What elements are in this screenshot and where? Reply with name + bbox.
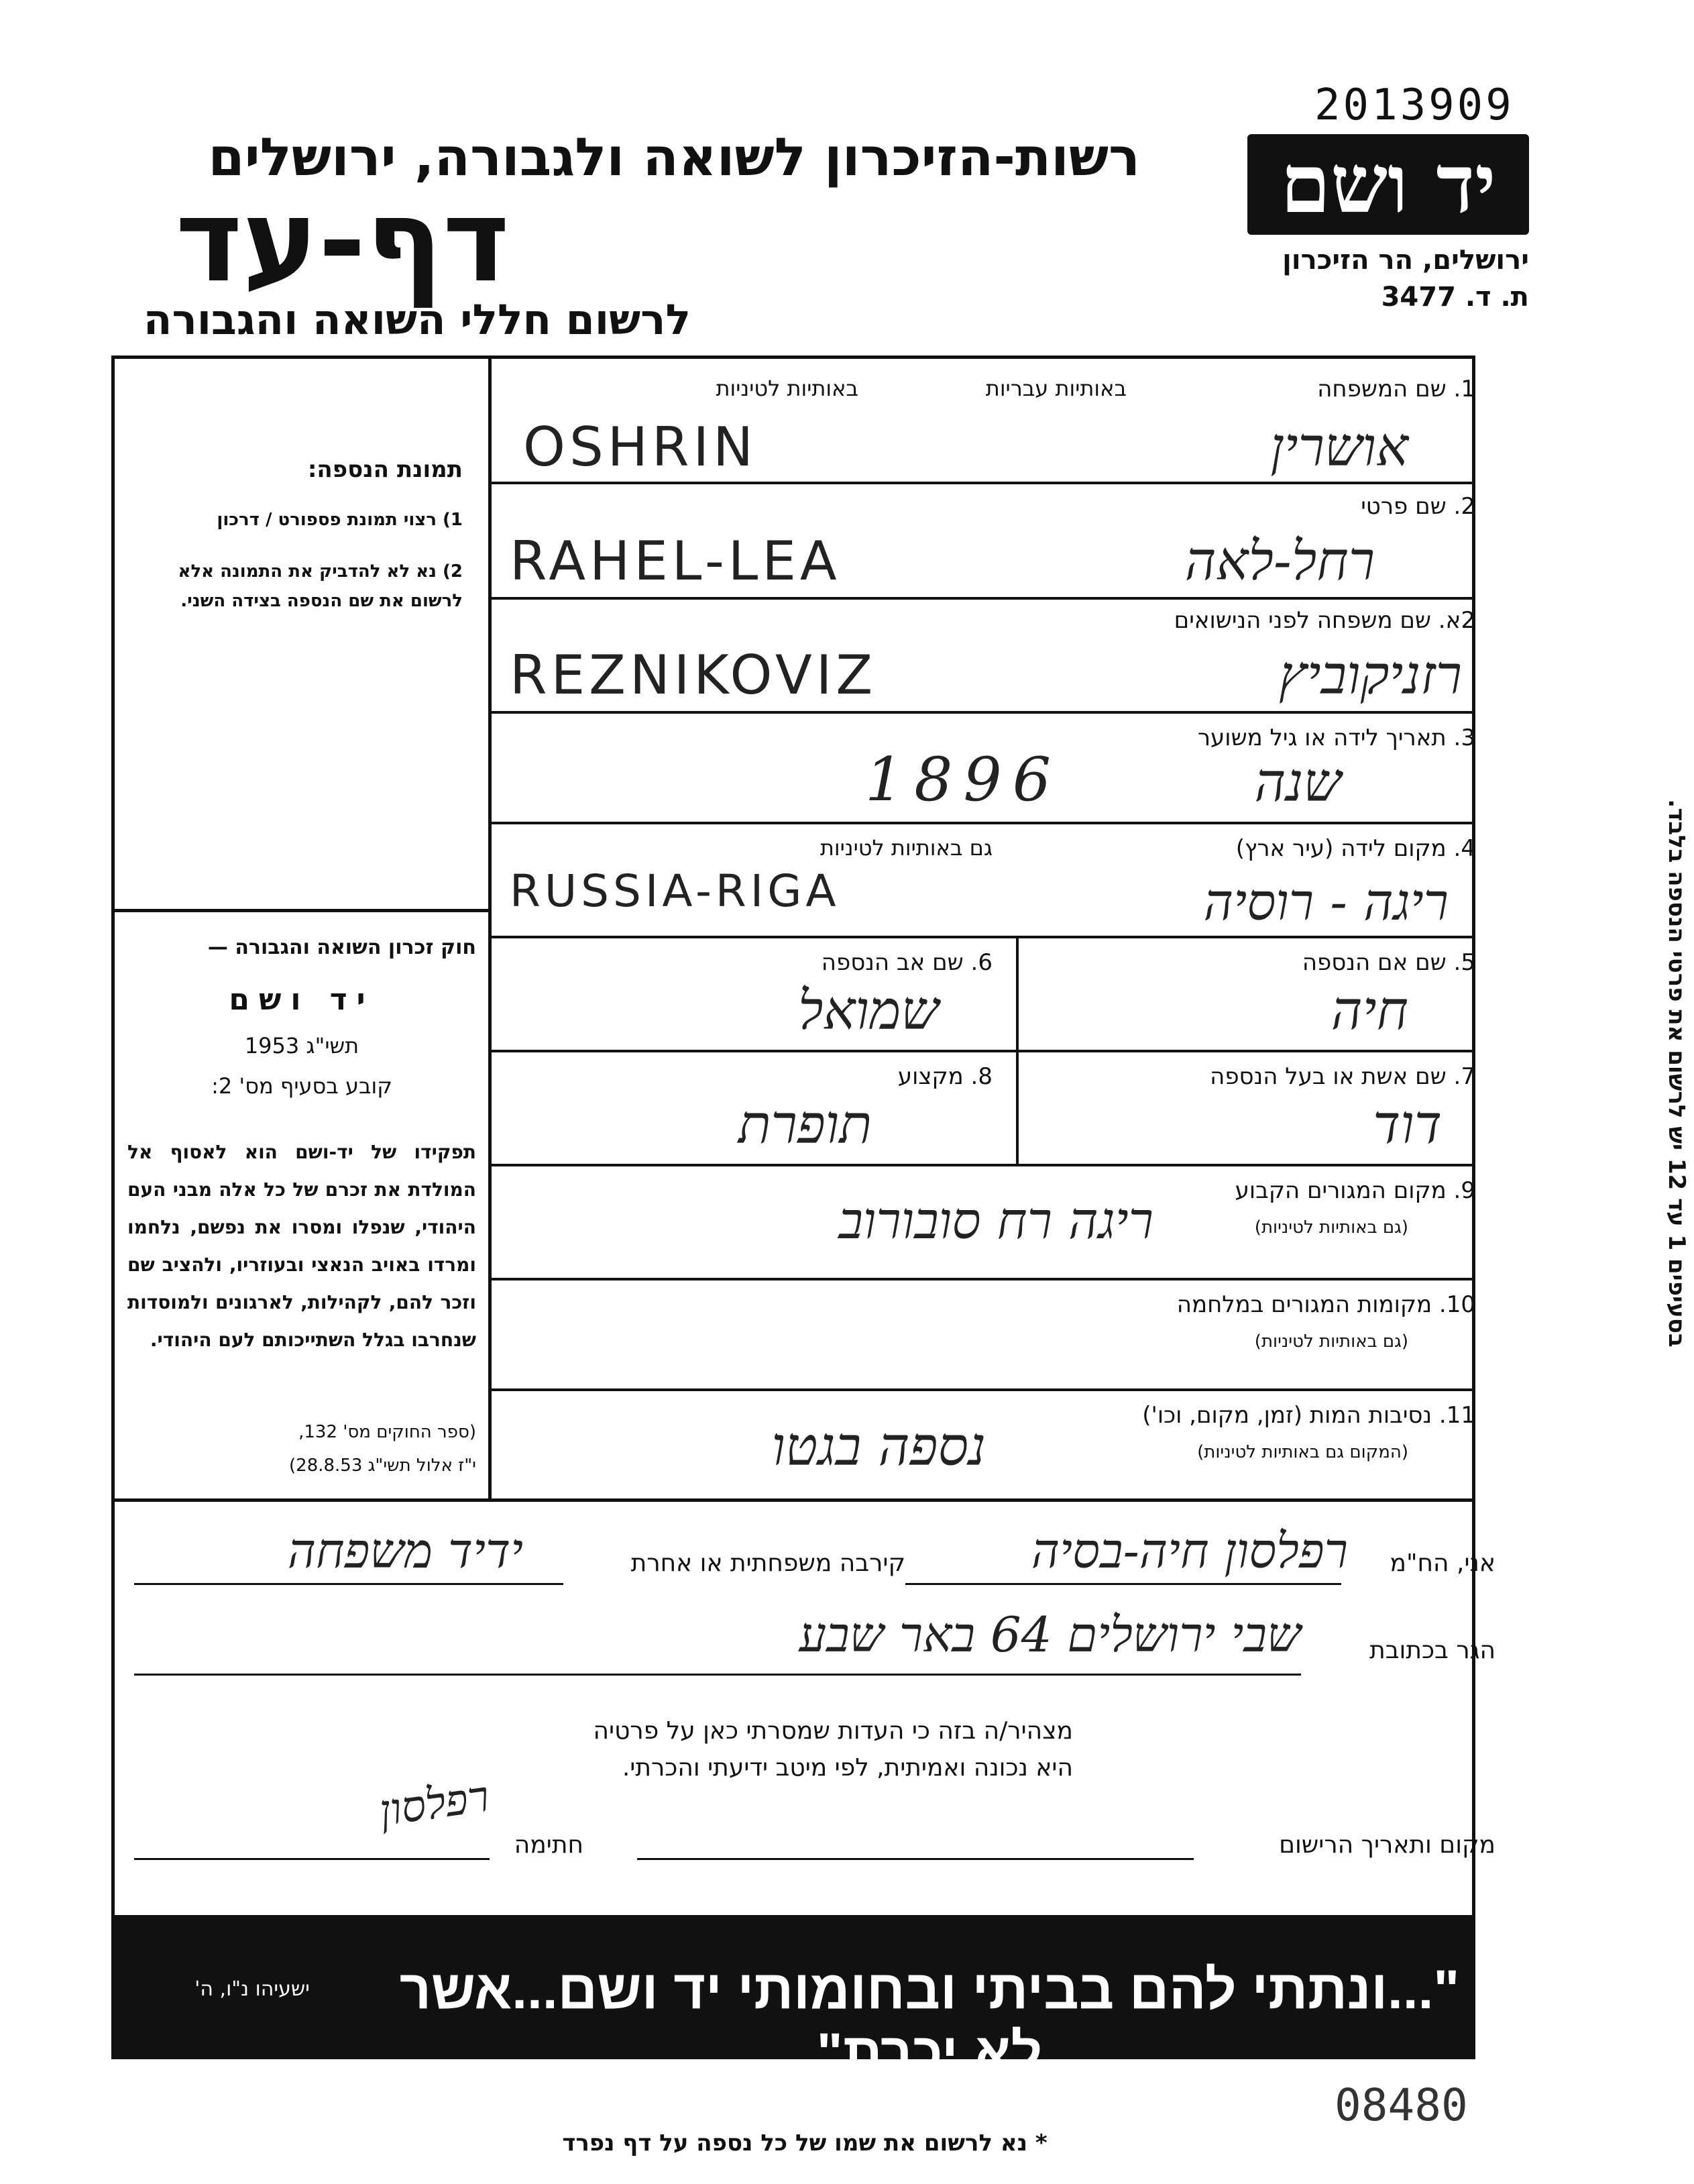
banner-source: ישעיהו נ"ו, ה' <box>194 1977 310 2001</box>
record-number: 2013909 <box>1314 80 1514 130</box>
law-citation-2: י"ז אלול תשי"ג 28.8.53) <box>289 1456 476 1476</box>
field-11-label: 11. נסיבות המות (זמן, מקום, וכו') <box>1142 1402 1475 1429</box>
photo-note-2: 2) נא לא להדביק את התמונה אלא לרשום את שם הנספה בצידה השני. <box>178 561 463 611</box>
field-11-sub: (המקום גם באותיות לטיניות) <box>1197 1442 1408 1462</box>
field-1-latin-col: באותיות לטיניות <box>716 376 858 401</box>
row-line <box>488 936 1475 938</box>
field-2a-latin-value[interactable]: REZNIKOVIZ <box>510 644 877 706</box>
authority-title: רשות-הזיכרון לשואה ולגבורה, ירושלים <box>208 127 1140 188</box>
row-line <box>488 1278 1475 1280</box>
stamp-number: 08480 <box>1335 2079 1468 2131</box>
declaration-i-prefix: אני, הח"מ <box>1390 1549 1495 1577</box>
address-label: הגר בכתובת <box>1369 1637 1495 1664</box>
field-1-label: 1. שם המשפחה <box>1317 376 1475 402</box>
field-4-hebrew-value[interactable]: ריגה - רוסיה <box>1203 872 1449 932</box>
signature-line <box>134 1858 490 1860</box>
row-line <box>488 1164 1475 1166</box>
photo-title: תמונת הנספה: <box>307 456 463 483</box>
field-8-label: 8. מקצוע <box>897 1063 993 1090</box>
logo-text: יד ושם <box>1280 137 1496 231</box>
field-4-label: 4. מקום לידה (עיר ארץ) <box>1235 835 1475 862</box>
field-7-value[interactable]: דוד <box>1372 1093 1442 1156</box>
relation-value[interactable]: ידיד משפחה <box>287 1523 523 1579</box>
banner-quote: "...ונתתי להם בביתי ובחומותי יד ושם...אשר לא יכרת" <box>399 1959 1460 2083</box>
statement-2: היא נכונה ואמיתית, לפי מיטב ידיעתי והכרתי. <box>622 1754 1073 1782</box>
row-line <box>488 822 1475 824</box>
declarant-address[interactable]: שבי ירושלים 64 באר שבע <box>799 1606 1301 1663</box>
quote-banner <box>111 1918 1475 2083</box>
signature[interactable]: רפלסון <box>376 1771 492 1837</box>
law-line-3: תשי"ג 1953 <box>244 1033 359 1058</box>
field-3-hebrew-value[interactable]: שנה <box>1254 751 1341 814</box>
law-line-4: קובע בסעיף מס' 2: <box>211 1073 392 1099</box>
field-5-value[interactable]: חיה <box>1331 979 1408 1042</box>
footer-note: * נא לרשום את שמו של כל נספה על דף נפרד <box>562 2130 1048 2156</box>
field-5-label: 5. שם אם הנספה <box>1302 949 1475 976</box>
field-7-label: 7. שם אשת או בעל הנספה <box>1210 1063 1475 1090</box>
field-9-value[interactable]: ריגה רח סובורוב <box>838 1191 1153 1250</box>
field-3-year[interactable]: 1896 <box>865 745 1062 815</box>
field-2-hebrew-value[interactable]: רחל-לאה <box>1184 530 1375 592</box>
row-line <box>488 482 1475 484</box>
row-line <box>488 711 1475 714</box>
side-note: בסעיפים 1 עד 12 יש לרשום את פרטי הנספה בלבד. <box>1663 799 1690 1348</box>
field-1-latin-value[interactable]: OSHRIN <box>523 416 757 478</box>
field-3-label: 3. תאריך לידה או גיל משוער <box>1197 724 1475 751</box>
form-subtitle: לרשום חללי השואה והגבורה <box>143 295 691 344</box>
signature-label: חתימה <box>514 1831 583 1859</box>
row-line <box>488 1388 1475 1391</box>
field-9-label: 9. מקום המגורים הקבוע <box>1235 1177 1475 1204</box>
place-date-label: מקום ותאריך הרישום <box>1279 1831 1495 1859</box>
field-8-value[interactable]: תופרת <box>738 1093 872 1156</box>
left-column-split <box>111 909 490 912</box>
row-split <box>1016 936 1019 1164</box>
relation-label: קירבה משפחתית או אחרת <box>630 1549 905 1577</box>
law-line-2: יד ושם <box>229 983 375 1017</box>
field-2a-label: 2א. שם משפחה לפני הנישואים <box>1174 607 1475 634</box>
address-line <box>134 1674 1301 1676</box>
field-11-value[interactable]: נספה בגטו <box>771 1415 986 1478</box>
declarant-name[interactable]: רפלסון חיה-בסיה <box>1031 1523 1348 1579</box>
section-line <box>111 1498 1475 1502</box>
place-date-line <box>637 1858 1194 1860</box>
field-2a-hebrew-value[interactable]: רזניקוביץ <box>1278 644 1462 706</box>
statement-1: מצהיר/ה בזה כי העדות שמסרתי כאן על פרטיה <box>593 1717 1073 1745</box>
yad-vashem-logo <box>1247 134 1529 235</box>
address-line-2: ת. ד. 3477 <box>1381 282 1529 313</box>
field-6-value[interactable]: שמואל <box>798 979 939 1042</box>
law-line-1: חוק זכרון השואה והגבורה — <box>207 936 476 959</box>
field-1-hebrew-value[interactable]: אושרין <box>1270 416 1408 478</box>
declarant-name-line <box>905 1583 1341 1585</box>
field-4-latin-note: גם באותיות לטיניות <box>820 835 993 861</box>
field-10-sub: (גם באותיות לטיניות) <box>1254 1331 1408 1352</box>
field-10-label: 10. מקומות המגורים במלחמה <box>1176 1291 1475 1318</box>
field-6-label: 6. שם אב הנספה <box>821 949 993 976</box>
field-4-latin-value[interactable]: RUSSIA-RIGA <box>510 865 840 917</box>
law-body: תפקידו של יד-ושם הוא לאסוף אל המולדת את זכרם של כל אלה מבני העם היהודי, שנפלו ומסרו את נפשם, נלחמו ומרדו באויב הנאצי ובעוזריו, ולהציב שם וזכר להם, לקהילות, לארגונים ולמוסדות שנחרבו בגלל השתייכותם לעם היהודי. <box>127 1141 476 1351</box>
row-line <box>488 1050 1475 1052</box>
law-citation-1: (ספר החוקים מס' 132, <box>298 1422 476 1442</box>
field-9-sub: (גם באותיות לטיניות) <box>1254 1217 1408 1238</box>
form-title: דף-עד <box>175 175 510 308</box>
photo-note-1: 1) רצוי תמונת פספורט / דרכון <box>217 510 463 530</box>
row-line <box>488 597 1475 600</box>
field-2-latin-value[interactable]: RAHEL-LEA <box>510 530 841 592</box>
column-divider <box>488 356 492 1501</box>
relation-line <box>134 1583 563 1585</box>
field-2-label: 2. שם פרטי <box>1361 493 1475 520</box>
field-1-hebrew-col: באותיות עבריות <box>985 376 1127 401</box>
address-line-1: ירושלים, הר הזיכרון <box>1282 245 1529 276</box>
